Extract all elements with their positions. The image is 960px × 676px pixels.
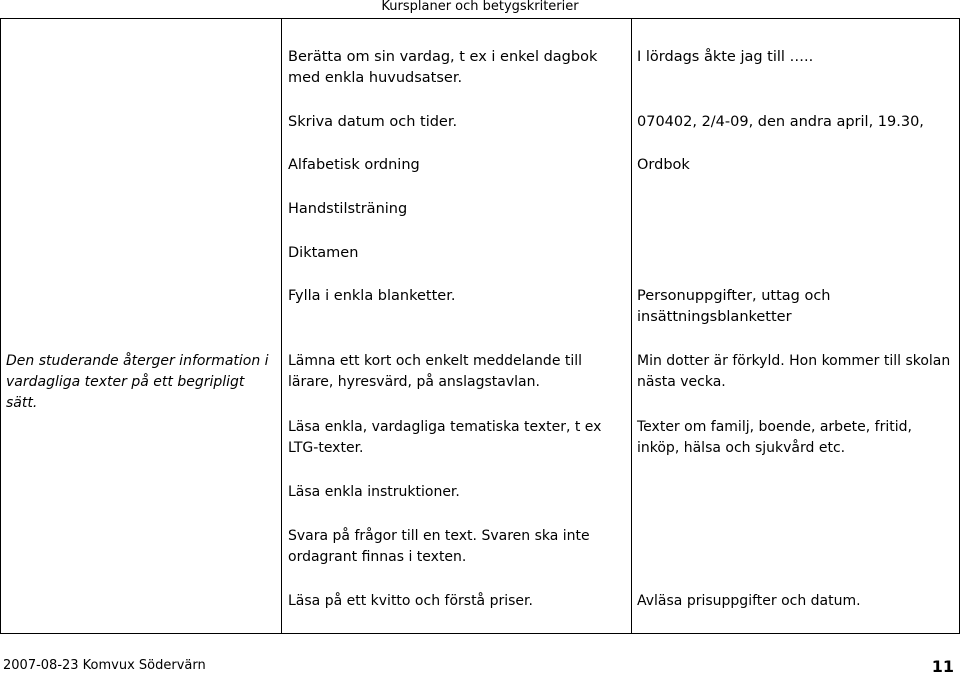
table-cell: 070402, 2/4-09, den andra april, 19.30, [637, 114, 924, 130]
table-cell: Alfabetisk ordning [288, 157, 420, 173]
table-cell: Fylla i enkla blanketter. [288, 288, 456, 304]
table-cell: Personuppgifter, uttag och insättningsblanketter [637, 288, 831, 325]
table-cell: Ordbok [637, 157, 690, 173]
table-cell: Min dotter är förkyld. Hon kommer till skolan nästa vecka. [637, 353, 951, 390]
table-cell: Svara på frågor till en text. Svaren ska inte ordagrant finnas i texten. [288, 528, 590, 565]
table-cell: I lördags åkte jag till ….. [637, 49, 814, 65]
table-cell: Skriva datum och tider. [288, 114, 458, 130]
table-cell: Läsa enkla instruktioner. [288, 484, 460, 500]
page-number: 11 [931, 657, 954, 676]
table-cell: Diktamen [288, 245, 359, 261]
table-cell: Läsa på ett kvitto och förstå priser. [288, 593, 533, 609]
table-cell: Texter om familj, boende, arbete, fritid, inköp, hälsa och sjukvård etc. [637, 419, 912, 456]
table-cell: Läsa enkla, vardagliga tematiska texter, t ex LTG-texter. [288, 419, 602, 456]
table-cell-criterion: Den studerande återger information i vardagliga texter på ett begripligt sätt. [6, 353, 269, 411]
table-cell: Berätta om sin vardag, t ex i enkel dagbok med enkla huvudsatser. [288, 49, 598, 86]
column-divider [631, 19, 632, 633]
table-cell: Lämna ett kort och enkelt meddelande till lärare, hyresvärd, på anslagstavlan. [288, 353, 583, 390]
footer-date-org: 2007-08-23 Komvux Södervärn [3, 658, 206, 673]
table-cell: Avläsa prisuppgifter och datum. [637, 593, 861, 609]
page-header: Kursplaner och betygskriterier [381, 0, 579, 14]
column-divider [281, 19, 282, 633]
table-cell: Handstilsträning [288, 201, 408, 217]
